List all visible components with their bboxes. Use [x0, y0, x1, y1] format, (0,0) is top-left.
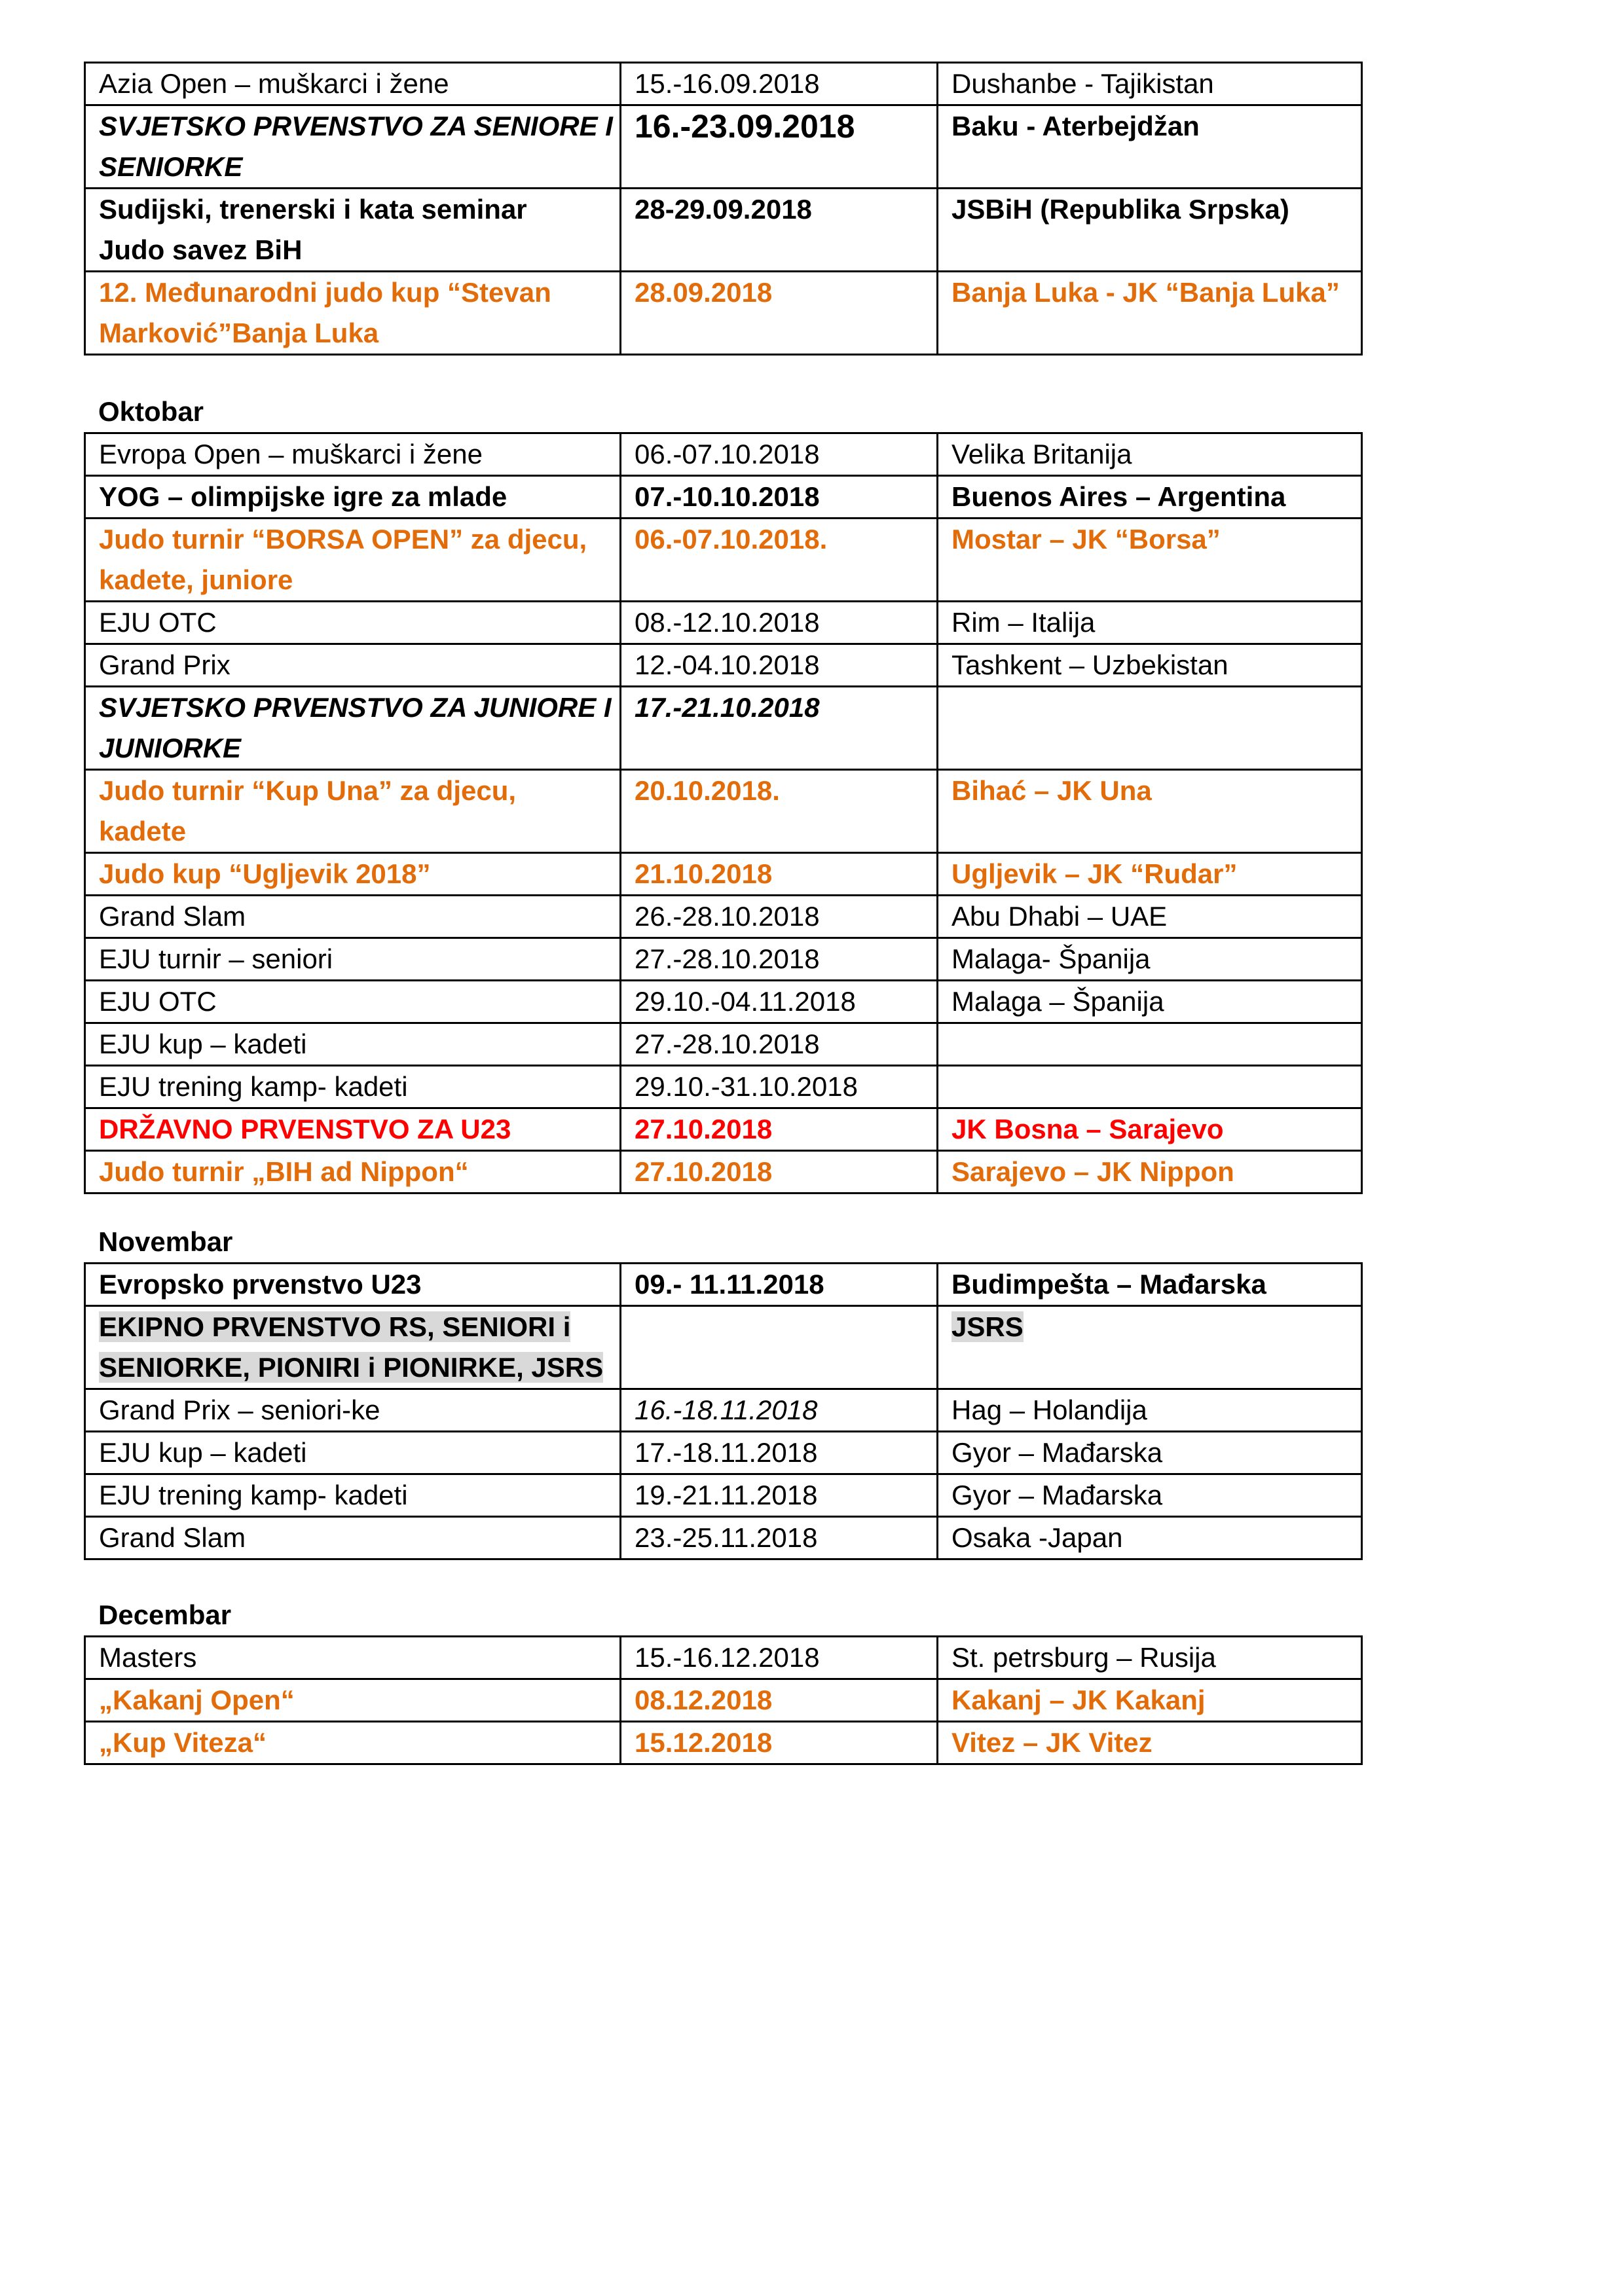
table-row — [85, 1066, 1362, 1108]
date-cell: 21.10.2018 — [621, 853, 938, 896]
event-line: SVJETSKO PRVENSTVO ZA SENIORE I — [99, 111, 613, 141]
table-row — [85, 1264, 1362, 1306]
date-cell: 15.-16.12.2018 — [621, 1637, 938, 1679]
event-cell — [85, 1306, 621, 1389]
event-cell: Judo kup “Ugljevik 2018” — [85, 853, 621, 896]
date-cell: 08.-12.10.2018 — [621, 602, 938, 644]
location-cell: Gyor – Mađarska — [938, 1432, 1362, 1474]
table-row — [85, 476, 1362, 519]
date-cell — [621, 1306, 938, 1389]
schedule-section-september — [84, 62, 1361, 355]
date-cell: 15.12.2018 — [621, 1722, 938, 1764]
location-cell: JK Bosna – Sarajevo — [938, 1108, 1362, 1151]
date-cell: 29.10.-31.10.2018 — [621, 1066, 938, 1108]
table-row — [85, 981, 1362, 1023]
event-cell: EJU kup – kadeti — [85, 1023, 621, 1066]
date-cell: 12.-04.10.2018 — [621, 644, 938, 687]
location-cell: Buenos Aires – Argentina — [938, 476, 1362, 519]
location-cell: Sarajevo – JK Nippon — [938, 1151, 1362, 1194]
event-line: Sudijski, trenerski i kata seminar — [99, 194, 527, 225]
date-cell: 17.-21.10.2018 — [621, 687, 938, 770]
event-cell: „Kup Viteza“ — [85, 1722, 621, 1764]
table-row — [85, 770, 1362, 853]
highlighted-text: EKIPNO PRVENSTVO RS, SENIORI i — [99, 1311, 571, 1342]
event-line: 12. Međunarodni judo kup “Stevan — [99, 277, 551, 308]
location-cell: Malaga- Španija — [938, 938, 1362, 981]
table-row — [85, 1389, 1362, 1432]
date-cell: 16.-23.09.2018 — [621, 105, 938, 189]
location-cell: Gyor – Mađarska — [938, 1474, 1362, 1517]
date-cell: 17.-18.11.2018 — [621, 1432, 938, 1474]
location-cell — [938, 1306, 1362, 1389]
date-cell: 07.-10.10.2018 — [621, 476, 938, 519]
table-row — [85, 687, 1362, 770]
location-cell: Osaka -Japan — [938, 1517, 1362, 1559]
event-cell: Judo turnir „BIH ad Nippon“ — [85, 1151, 621, 1194]
event-cell — [85, 189, 621, 272]
location-cell: Baku - Aterbejdžan — [938, 105, 1362, 189]
table-row — [85, 433, 1362, 476]
date-cell: 19.-21.11.2018 — [621, 1474, 938, 1517]
event-line: kadete, juniore — [99, 564, 293, 595]
event-line: JUNIORKE — [99, 733, 242, 763]
date-cell: 29.10.-04.11.2018 — [621, 981, 938, 1023]
highlighted-text: SENIORKE, PIONIRI i PIONIRKE, JSRS — [99, 1352, 604, 1383]
event-cell: EJU turnir – seniori — [85, 938, 621, 981]
schedule-table — [84, 1635, 1363, 1765]
event-line — [99, 1347, 606, 1388]
table-row — [85, 1722, 1362, 1764]
schedule-section-oktobar — [84, 392, 1361, 1194]
table-row — [85, 1474, 1362, 1517]
location-cell — [938, 1023, 1362, 1066]
table-row — [85, 519, 1362, 602]
table-row — [85, 644, 1362, 687]
location-cell: Ugljevik – JK “Rudar” — [938, 853, 1362, 896]
event-line: Marković”Banja Luka — [99, 318, 379, 348]
event-cell: „Kakanj Open“ — [85, 1679, 621, 1722]
table-row — [85, 1517, 1362, 1559]
date-cell: 28-29.09.2018 — [621, 189, 938, 272]
event-cell: Masters — [85, 1637, 621, 1679]
date-cell: 27.-28.10.2018 — [621, 1023, 938, 1066]
table-row — [85, 1306, 1362, 1389]
table-row — [85, 602, 1362, 644]
event-cell: EJU trening kamp- kadeti — [85, 1474, 621, 1517]
table-row — [85, 105, 1362, 189]
location-cell: Velika Britanija — [938, 433, 1362, 476]
location-cell — [938, 687, 1362, 770]
event-cell: EJU OTC — [85, 981, 621, 1023]
location-cell: JSBiH (Republika Srpska) — [938, 189, 1362, 272]
date-cell: 26.-28.10.2018 — [621, 896, 938, 938]
date-cell: 27.10.2018 — [621, 1108, 938, 1151]
table-row — [85, 1637, 1362, 1679]
location-cell: Kakanj – JK Kakanj — [938, 1679, 1362, 1722]
location-cell: Banja Luka - JK “Banja Luka” — [938, 272, 1362, 355]
table-row — [85, 1108, 1362, 1151]
location-cell: Rim – Italija — [938, 602, 1362, 644]
date-cell: 23.-25.11.2018 — [621, 1517, 938, 1559]
date-cell: 15.-16.09.2018 — [621, 63, 938, 105]
event-cell: Grand Slam — [85, 1517, 621, 1559]
date-cell: 08.12.2018 — [621, 1679, 938, 1722]
event-line: Judo turnir “Kup Una” za djecu, — [99, 775, 517, 806]
date-cell: 20.10.2018. — [621, 770, 938, 853]
date-cell: 27.-28.10.2018 — [621, 938, 938, 981]
date-cell: 27.10.2018 — [621, 1151, 938, 1194]
event-cell: DRŽAVNO PRVENSTVO ZA U23 — [85, 1108, 621, 1151]
table-row — [85, 272, 1362, 355]
event-cell — [85, 770, 621, 853]
month-heading: Oktobar — [98, 396, 204, 427]
table-row — [85, 63, 1362, 105]
table-row — [85, 1679, 1362, 1722]
highlighted-text: JSRS — [951, 1311, 1024, 1342]
event-line: SENIORKE — [99, 151, 243, 182]
event-line: kadete — [99, 816, 187, 847]
event-cell: EJU trening kamp- kadeti — [85, 1066, 621, 1108]
table-row — [85, 938, 1362, 981]
location-cell: Vitez – JK Vitez — [938, 1722, 1362, 1764]
location-cell: Dushanbe - Tajikistan — [938, 63, 1362, 105]
schedule-table — [84, 432, 1363, 1194]
event-cell — [85, 105, 621, 189]
event-cell — [85, 272, 621, 355]
event-line — [99, 1307, 606, 1347]
location-cell — [938, 1066, 1362, 1108]
table-row — [85, 1432, 1362, 1474]
location-cell: Malaga – Španija — [938, 981, 1362, 1023]
schedule-table — [84, 62, 1363, 355]
table-row — [85, 189, 1362, 272]
event-cell: Evropa Open – muškarci i žene — [85, 433, 621, 476]
location-cell: Abu Dhabi – UAE — [938, 896, 1362, 938]
event-cell: EJU kup – kadeti — [85, 1432, 621, 1474]
event-cell: Grand Prix — [85, 644, 621, 687]
schedule-section-novembar — [84, 1222, 1361, 1560]
table-row — [85, 853, 1362, 896]
date-cell: 28.09.2018 — [621, 272, 938, 355]
location-cell: Tashkent – Uzbekistan — [938, 644, 1362, 687]
event-cell: Azia Open – muškarci i žene — [85, 63, 621, 105]
location-cell: Hag – Holandija — [938, 1389, 1362, 1432]
month-heading: Decembar — [98, 1599, 232, 1630]
location-cell: Mostar – JK “Borsa” — [938, 519, 1362, 602]
event-cell: Grand Prix – seniori-ke — [85, 1389, 621, 1432]
month-heading: Novembar — [98, 1226, 233, 1257]
location-cell: Bihać – JK Una — [938, 770, 1362, 853]
date-cell: 06.-07.10.2018 — [621, 433, 938, 476]
date-cell: 06.-07.10.2018. — [621, 519, 938, 602]
location-cell: St. petrsburg – Rusija — [938, 1637, 1362, 1679]
event-cell — [85, 687, 621, 770]
table-row — [85, 896, 1362, 938]
event-cell: Grand Slam — [85, 896, 621, 938]
schedule-table — [84, 1262, 1363, 1560]
table-row — [85, 1023, 1362, 1066]
event-line: Judo savez BiH — [99, 234, 303, 265]
event-line: Judo turnir “BORSA OPEN” za djecu, — [99, 524, 587, 555]
schedule-section-decembar — [84, 1595, 1361, 1765]
table-row — [85, 1151, 1362, 1194]
date-cell: 09.- 11.11.2018 — [621, 1264, 938, 1306]
event-cell — [85, 519, 621, 602]
event-line: SVJETSKO PRVENSTVO ZA JUNIORE I — [99, 692, 612, 723]
event-cell: YOG – olimpijske igre za mlade — [85, 476, 621, 519]
event-cell: EJU OTC — [85, 602, 621, 644]
date-cell: 16.-18.11.2018 — [621, 1389, 938, 1432]
event-cell: Evropsko prvenstvo U23 — [85, 1264, 621, 1306]
location-cell: Budimpešta – Mađarska — [938, 1264, 1362, 1306]
